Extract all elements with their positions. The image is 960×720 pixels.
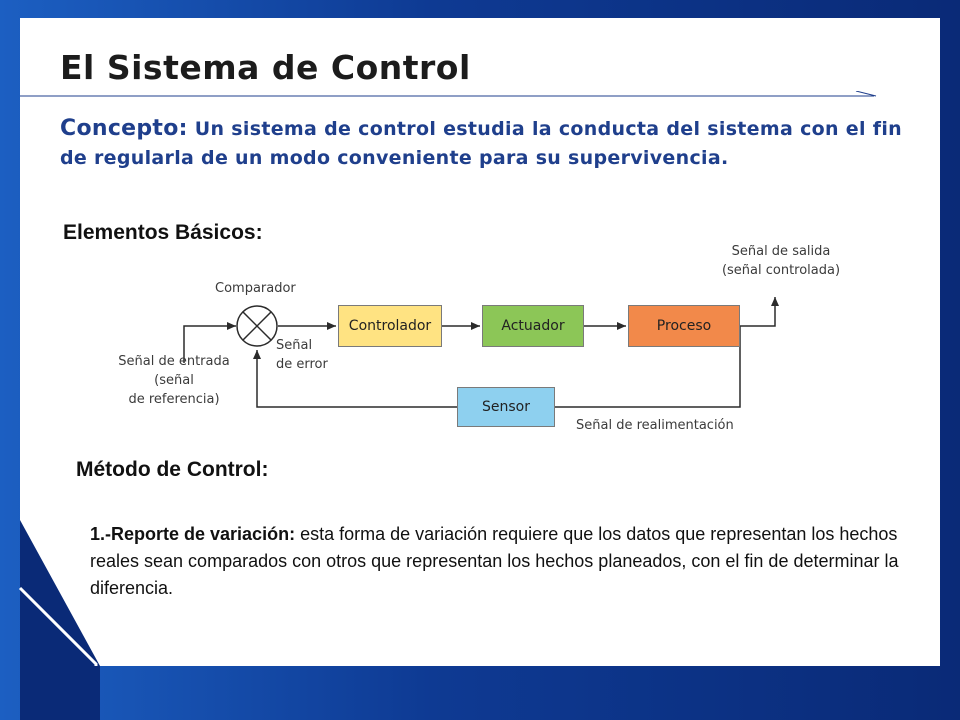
concept-paragraph	[60, 114, 902, 173]
actuator-block: Actuador	[482, 305, 584, 347]
method-heading: Método de Control:	[76, 458, 269, 481]
process-block: Proceso	[628, 305, 740, 347]
feedback-signal-label: Señal de realimentación	[576, 418, 734, 433]
sensor-block: Sensor	[457, 387, 555, 427]
control-system-diagram	[118, 246, 844, 436]
concept-text: Un sistema de control estudia la conducta del sistema con el fin de regularla de un modo conveniente para su supervivencia.	[60, 118, 902, 169]
method-item-label: 1.-Reporte de variación:	[90, 524, 296, 544]
title-underline	[20, 91, 880, 101]
concept-label: Concepto:	[60, 116, 188, 141]
page-title: El Sistema de Control	[60, 48, 471, 87]
input-signal-label: Señal de entrada (señal de referencia)	[118, 354, 230, 407]
method-item-text: esta forma de variación requiere que los datos que representan los hechos reales sean comparados con otros que representan los hechos planeados, con el fin de determinar la diferencia.	[90, 524, 899, 598]
comparator-symbol	[237, 306, 277, 346]
elements-heading: Elementos Básicos:	[63, 221, 263, 244]
controller-block: Controlador	[338, 305, 442, 347]
comparator-label: Comparador	[215, 281, 296, 296]
method-paragraph	[90, 521, 910, 602]
output-signal-label: Señal de salida (señal controlada)	[721, 244, 841, 278]
error-signal-label: Señal de error	[276, 338, 328, 372]
